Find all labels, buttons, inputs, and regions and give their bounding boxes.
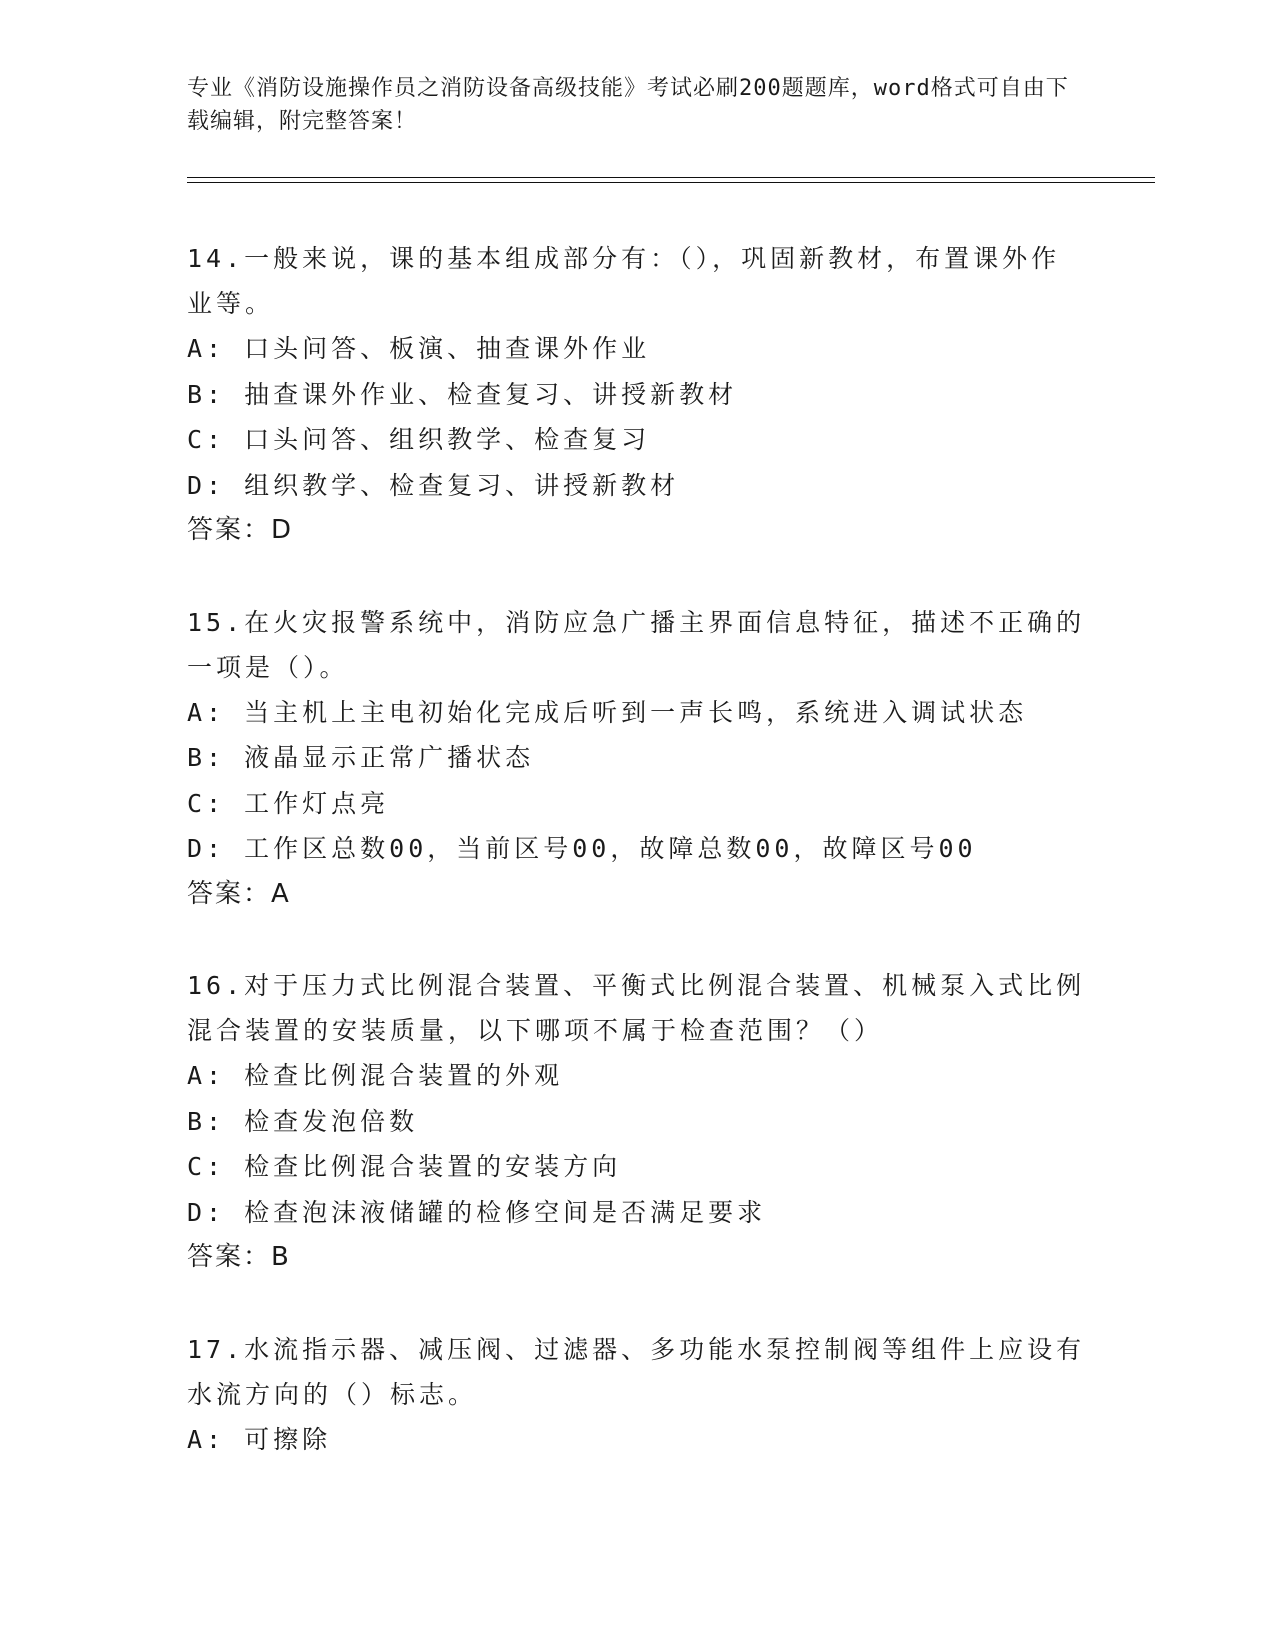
answer-line: 答案：D xyxy=(187,515,294,545)
option-c: C: 口头问答、组织教学、检查复习 xyxy=(187,425,651,454)
answer-line: 答案：A xyxy=(187,878,291,909)
option-b: B: 检查发泡倍数 xyxy=(187,1106,419,1136)
answer-line: 答案：B xyxy=(187,1242,291,1272)
option-a: A: 口头问答、板演、抽查课外作业 xyxy=(187,334,651,363)
header-divider-top xyxy=(187,177,1155,178)
question-17 xyxy=(187,1327,1087,1463)
question-stem: 14.一般来说，课的基本组成部分有：（），巩固新教材，布置课外作业等。 xyxy=(187,244,1061,318)
option-d: D: 检查泡沫液储罐的检修空间是否满足要求 xyxy=(187,1197,767,1227)
question-stem: 17.水流指示器、减压阀、过滤器、多功能水泵控制阀等组件上应设有水流方向的（）标志。 xyxy=(187,1334,1086,1409)
option-a: A: 检查比例混合装置的外观 xyxy=(187,1061,564,1090)
question-15 xyxy=(187,600,1087,918)
option-c: C: 工作灯点亮 xyxy=(187,788,390,818)
header-divider-bottom xyxy=(187,182,1155,183)
option-a: A: 可擦除 xyxy=(187,1424,332,1454)
question-stem: 15.在火灾报警系统中，消防应急广播主界面信息特征，描述不正确的一项是（）。 xyxy=(187,607,1086,682)
option-b: B: 抽查课外作业、检查复习、讲授新教材 xyxy=(187,379,738,409)
option-b: B: 液晶显示正常广播状态 xyxy=(187,743,535,772)
option-c: C: 检查比例混合装置的安装方向 xyxy=(187,1152,622,1181)
question-14 xyxy=(187,236,1087,554)
option-a: A: 当主机上主电初始化完成后听到一声长鸣，系统进入调试状态 xyxy=(187,697,1028,727)
question-list xyxy=(187,236,1087,1508)
question-16 xyxy=(187,963,1087,1281)
document-header: 专业《消防设施操作员之消防设备高级技能》考试必刷200题题库，word格式可自由下载编辑，附完整答案！ xyxy=(187,76,1069,134)
question-stem: 16.对于压力式比例混合装置、平衡式比例混合装置、机械泵入式比例混合装置的安装质量，以下哪项不属于检查范围？（） xyxy=(187,971,1086,1045)
option-d: D: 组织教学、检查复习、讲授新教材 xyxy=(187,470,680,500)
option-d: D: 工作区总数00，当前区号00，故障总数00，故障区号00 xyxy=(187,834,977,863)
